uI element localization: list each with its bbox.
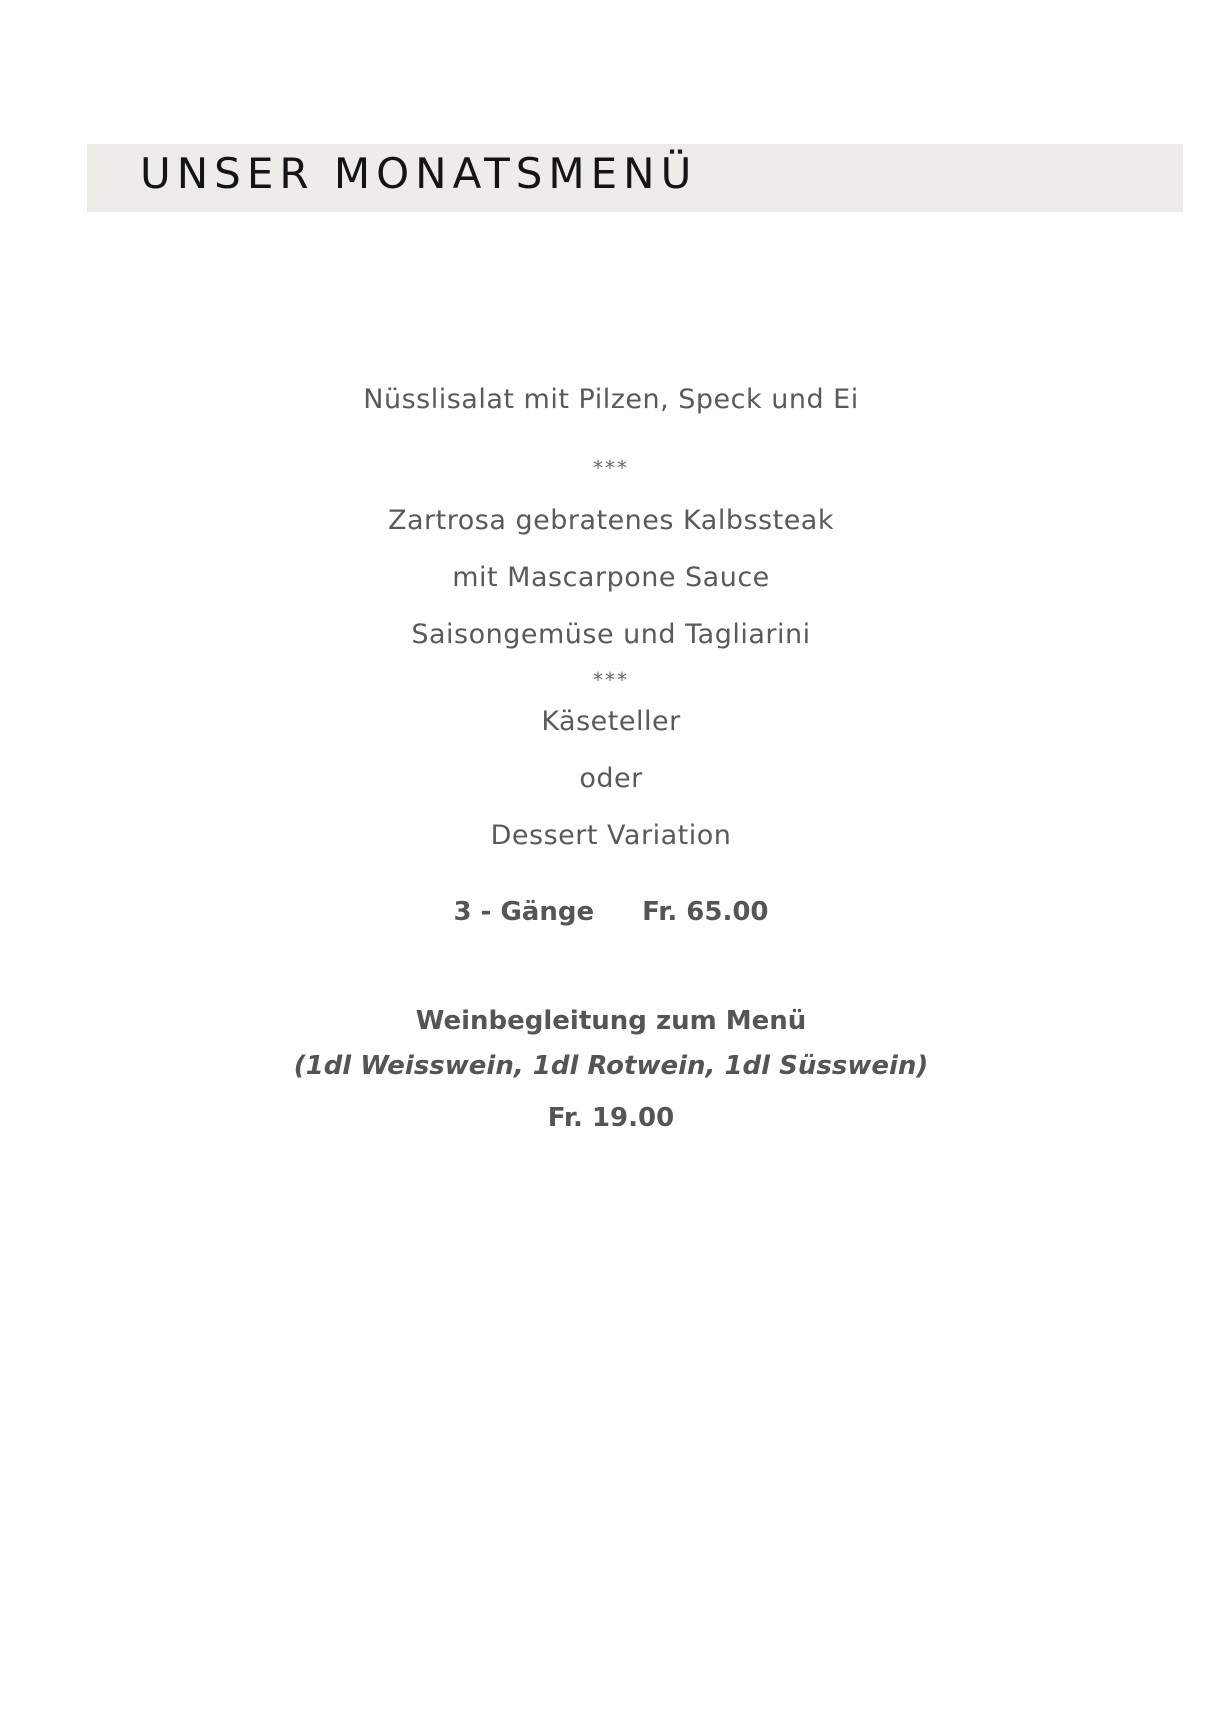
wine-pairing-details: (1dl Weisswein, 1dl Rotwein, 1dl Süsswein) xyxy=(293,1051,929,1081)
course-3-line-3: Dessert Variation xyxy=(490,820,732,851)
course-separator-1: *** xyxy=(593,456,629,480)
menu-price-row xyxy=(0,894,1222,930)
course-3-line-1: Käseteller xyxy=(541,706,681,737)
wine-pairing-price: Fr. 19.00 xyxy=(547,1103,675,1133)
title-bar xyxy=(87,144,1183,212)
course-2-line-3: Saisongemüse und Tagliarini xyxy=(411,619,811,650)
course-separator-2: *** xyxy=(593,668,629,692)
course-3-line-2: oder xyxy=(579,763,643,794)
course-2-line-2: mit Mascarpone Sauce xyxy=(452,562,770,593)
course-1-text: Nüsslisalat mit Pilzen, Speck und Ei xyxy=(363,384,859,415)
courses-label: 3 - Gänge xyxy=(453,897,595,927)
wine-pairing-title: Weinbegleitung zum Menü xyxy=(415,1006,807,1036)
courses-price: Fr. 65.00 xyxy=(642,897,769,927)
page-title: UNSER MONATSMENÜ xyxy=(140,149,698,198)
course-2-line-1: Zartrosa gebratenes Kalbssteak xyxy=(388,505,834,536)
